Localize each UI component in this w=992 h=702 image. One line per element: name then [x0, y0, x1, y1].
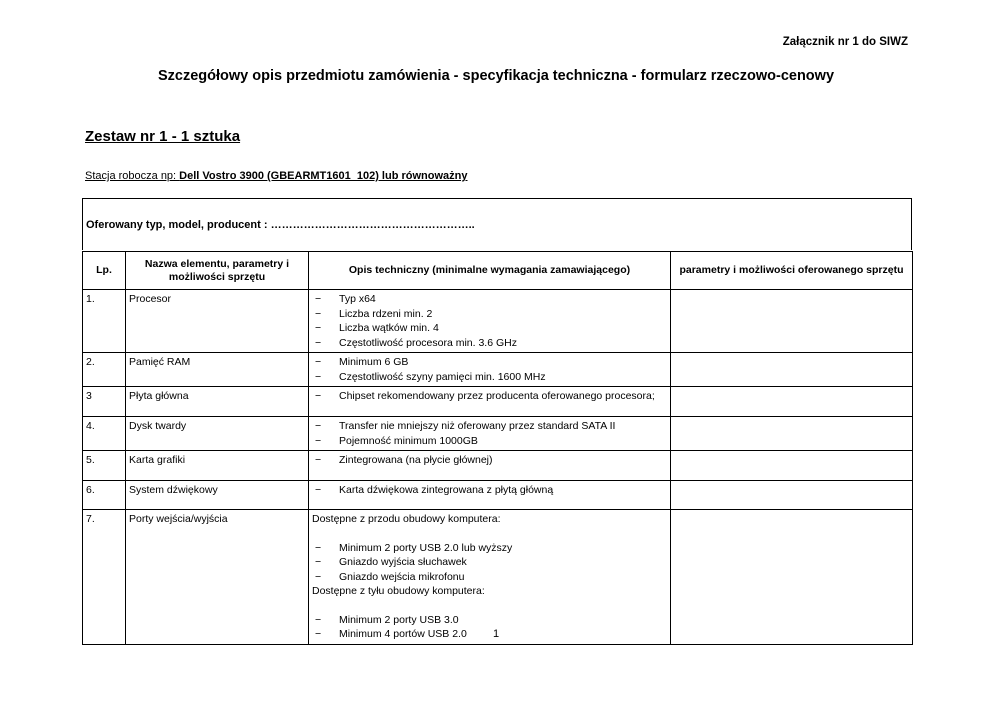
list-item: − Zintegrowana (na płycie głównej) — [312, 453, 667, 468]
offered-cell[interactable] — [671, 510, 913, 645]
offer-box — [82, 198, 912, 250]
row-desc — [309, 387, 671, 417]
row-name: Procesor — [126, 290, 309, 353]
list-item: − Pojemność minimum 1000GB — [312, 434, 667, 449]
station-value: Dell Vostro 3900 (GBEARMT1601_102) lub równoważny — [179, 170, 468, 182]
list-item: − Częstotliwość procesora min. 3.6 GHz — [312, 336, 667, 351]
row-name: Dysk twardy — [126, 417, 309, 451]
table-row — [83, 353, 913, 387]
list-item: − Chipset rekomendowany przez producenta oferowanego procesora; — [312, 389, 667, 404]
header-lp: Lp. — [83, 252, 126, 290]
table-row — [83, 481, 913, 510]
row-name: Płyta główna — [126, 387, 309, 417]
list-item: − Typ x64 — [312, 292, 667, 307]
page-number: 1 — [492, 628, 500, 640]
row-name: Pamięć RAM — [126, 353, 309, 387]
spec-table — [82, 251, 913, 645]
list-item: − Liczba rdzeni min. 2 — [312, 307, 667, 322]
spacer — [312, 527, 667, 541]
list-item: − Transfer nie mniejszy niż oferowany przez standard SATA II — [312, 419, 667, 434]
row-name: System dźwiękowy — [126, 481, 309, 510]
row-desc — [309, 353, 671, 387]
row-desc — [309, 290, 671, 353]
offered-cell[interactable] — [671, 417, 913, 451]
list-item: − Minimum 2 porty USB 2.0 lub wyższy — [312, 541, 667, 556]
row-lp: 7. — [83, 510, 126, 645]
table-header-row — [83, 252, 913, 290]
row-desc — [309, 510, 671, 645]
station-line — [85, 170, 468, 182]
list-item: − Gniazdo wejścia mikrofonu — [312, 570, 667, 585]
row-lp: 5. — [83, 451, 126, 481]
document-title: Szczegółowy opis przedmiotu zamówienia - specyfikacja techniczna - formularz rzeczowo-cenowy — [157, 68, 835, 84]
offered-cell[interactable] — [671, 481, 913, 510]
list-item: − Minimum 6 GB — [312, 355, 667, 370]
table-row — [83, 510, 913, 645]
offer-label: Oferowany typ, model, producent : ……………………………………………….. — [86, 219, 475, 231]
list-item: − Liczba wątków min. 4 — [312, 321, 667, 336]
row-lp: 2. — [83, 353, 126, 387]
spacer — [312, 599, 667, 613]
annex-label: Załącznik nr 1 do SIWZ — [782, 36, 908, 48]
list-item: − Karta dźwiękowa zintegrowana z płytą główną — [312, 483, 667, 498]
header-offered: parametry i możliwości oferowanego sprzętu — [671, 252, 913, 290]
table-row — [83, 290, 913, 353]
offered-cell[interactable] — [671, 290, 913, 353]
list-item: − Minimum 4 portów USB 2.0 — [312, 627, 667, 642]
offered-cell[interactable] — [671, 353, 913, 387]
header-name: Nazwa elementu, parametry i możliwości sprzętu — [126, 252, 309, 290]
row-name: Karta grafiki — [126, 451, 309, 481]
list-item: − Gniazdo wyjścia słuchawek — [312, 555, 667, 570]
list-item: − Minimum 2 porty USB 3.0 — [312, 613, 667, 628]
row-lp: 3 — [83, 387, 126, 417]
front-ports-intro: Dostępne z przodu obudowy komputera: — [312, 513, 501, 525]
table-row — [83, 417, 913, 451]
row-desc — [309, 451, 671, 481]
table-row — [83, 387, 913, 417]
back-ports-intro: Dostępne z tyłu obudowy komputera: — [312, 585, 485, 597]
list-item: − Częstotliwość szyny pamięci min. 1600 MHz — [312, 370, 667, 385]
row-lp: 4. — [83, 417, 126, 451]
row-name: Porty wejścia/wyjścia — [126, 510, 309, 645]
offered-cell[interactable] — [671, 451, 913, 481]
station-label: Stacja robocza np: — [85, 170, 180, 182]
row-lp: 1. — [83, 290, 126, 353]
row-desc — [309, 417, 671, 451]
row-lp: 6. — [83, 481, 126, 510]
set-title: Zestaw nr 1 - 1 sztuka — [85, 128, 241, 145]
offered-cell[interactable] — [671, 387, 913, 417]
header-desc: Opis techniczny (minimalne wymagania zamawiającego) — [309, 252, 671, 290]
table-row — [83, 451, 913, 481]
row-desc — [309, 481, 671, 510]
